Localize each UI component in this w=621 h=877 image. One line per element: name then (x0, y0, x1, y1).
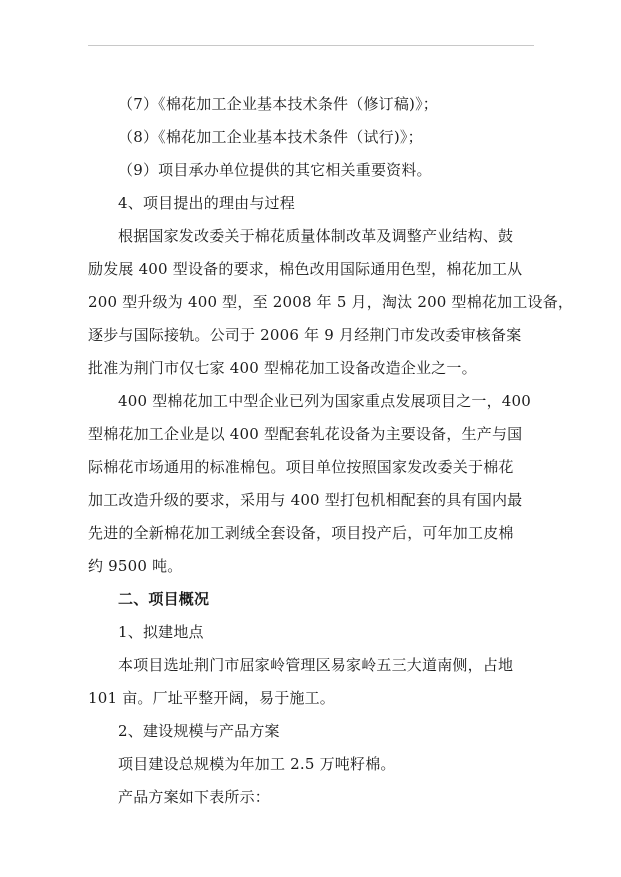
reference-item-7: （7）《棉花加工企业基本技术条件（修订稿)》； (118, 95, 438, 113)
paragraph-line: 批准为荆门市仅七家 400 型棉花加工设备改造企业之一。 (88, 359, 477, 377)
paragraph-line: 加工改造升级的要求，采用与 400 型打包机相配套的具有国内最 (88, 491, 523, 509)
paragraph-line: 101 亩。厂址平整开阔，易于施工。 (88, 689, 335, 707)
header-rule (88, 45, 534, 46)
paragraph-line: 产品方案如下表所示： (118, 788, 271, 806)
paragraph-line: 先进的全新棉花加工剥绒全套设备，项目投产后，可年加工皮棉 (88, 524, 514, 542)
section-title-overview: 二、项目概况 (118, 590, 210, 608)
paragraph-line: 逐步与国际接轨。公司于 2006 年 9 月经荆门市发改委审核备案 (88, 326, 522, 344)
paragraph-line: 根据国家发改委关于棉花质量体制改革及调整产业结构、鼓 (118, 227, 514, 245)
reference-item-8: （8）《棉花加工企业基本技术条件（试行)》； (118, 128, 423, 146)
paragraph-line: 本项目选址荆门市屈家岭管理区易家岭五三大道南侧，占地 (118, 656, 514, 674)
paragraph-line: 400 型棉花加工中型企业已列为国家重点发展项目之一，400 (118, 392, 532, 410)
reference-item-9: （9）项目承办单位提供的其它相关重要资料。 (118, 161, 432, 179)
paragraph-line: 约 9500 吨。 (88, 557, 183, 575)
section-heading-reason: 4、项目提出的理由与过程 (118, 194, 295, 212)
paragraph-line: 项目建设总规模为年加工 2.5 万吨籽棉。 (118, 755, 396, 773)
paragraph-line: 200 型升级为 400 型，至 2008 年 5 月，淘汰 200 型棉花加工设备， (88, 293, 574, 311)
paragraph-line: 际棉花市场通用的标准棉包。项目单位按照国家发改委关于棉花 (88, 458, 514, 476)
paragraph-line: 励发展 400 型设备的要求，棉色改用国际通用色型，棉花加工从 (88, 260, 523, 278)
subsection-heading-scale: 2、建设规模与产品方案 (118, 722, 280, 740)
subsection-heading-location: 1、拟建地点 (118, 623, 204, 641)
paragraph-line: 型棉花加工企业是以 400 型配套轧花设备为主要设备，生产与国 (88, 425, 523, 443)
